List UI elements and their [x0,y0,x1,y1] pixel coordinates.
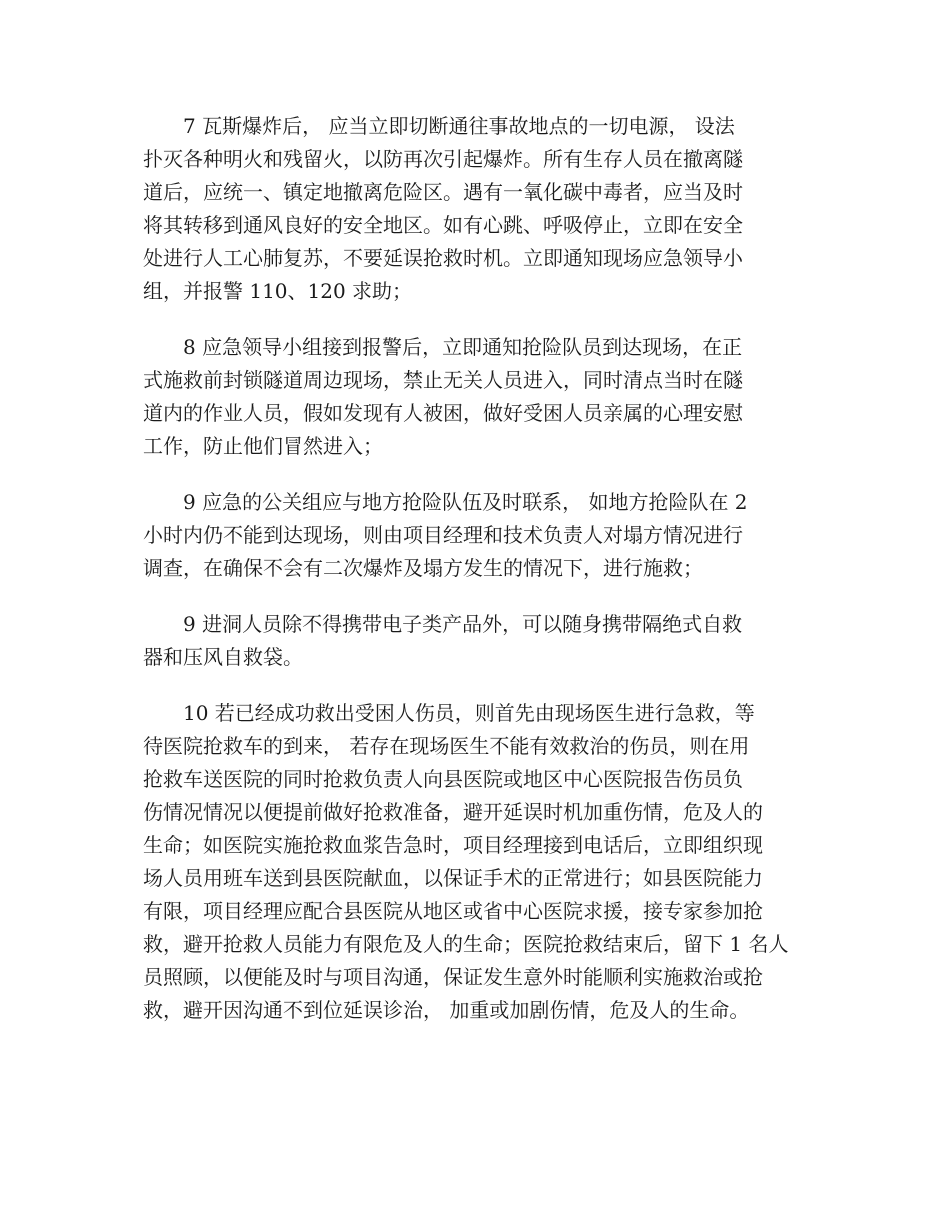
text-line: 工作，防止他们冒然进入； [143,434,383,458]
text-line: 员照顾，以便能及时与项目沟通，保证发生意外时能顺利实施救治或抢 [143,965,763,989]
text-line: 8 应急领导小组接到报警后，立即通知抢险队员到达现场，在正 [183,335,743,359]
text-line: 器和压风自救袋。 [143,645,303,669]
text-line: 待医院抢救车的到来， 若存在现场医生不能有效救治的伤员，则在用 [143,734,750,758]
text-line: 组，并报警 110、120 求助； [143,279,413,303]
text-line: 道内的作业人员，假如发现有人被困，做好受困人员亲属的心理安慰 [143,401,743,425]
text-line: 7 瓦斯爆炸后， 应当立即切断通往事故地点的一切电源， 设法 [183,114,735,138]
text-line: 9 进洞人员除不得携带电子类产品外，可以随身携带隔绝式自救 [183,612,743,636]
text-line: 式施救前封锁隧道周边现场，禁止无关人员进入，同时清点当时在隧 [143,368,743,392]
text-line: 调查，在确保不会有二次爆炸及塌方发生的情况下，进行施救； [143,556,703,580]
text-line: 场人员用班车送到县医院献血，以保证手术的正常进行；如县医院能力 [143,866,763,890]
text-line: 救，避开抢救人员能力有限危及人的生命；医院抢救结束后，留下 1 名人 [143,932,789,956]
text-line: 生命；如医院实施抢救血浆告急时，项目经理接到电话后，立即组织现 [143,833,763,857]
text-line: 有限，项目经理应配合县医院从地区或省中心医院求援，接专家参加抢 [143,899,763,923]
text-line: 处进行人工心肺复苏，不要延误抢救时机。立即通知现场应急领导小 [143,246,743,270]
text-line: 将其转移到通风良好的安全地区。如有心跳、呼吸停止，立即在安全 [143,213,743,237]
paragraph [143,608,805,674]
text-line: 救，避开因沟通不到位延误诊治， 加重或加剧伤情，危及人的生命。 [143,998,750,1022]
text-line: 抢救车送医院的同时抢救负责人向县医院或地区中心医院报告伤员负 [143,767,743,791]
paragraph [143,331,805,463]
text-line: 9 应急的公关组应与地方抢险队伍及时联系， 如地方抢险队在 2 [183,490,748,514]
document-body [143,110,805,1049]
text-line: 道后，应统一、镇定地撤离危险区。遇有一氧化碳中毒者，应当及时 [143,180,743,204]
text-line: 小时内仍不能到达现场，则由项目经理和技术负责人对塌方情况进行 [143,523,743,547]
paragraph [143,110,805,308]
text-line: 扑灭各种明火和残留火，以防再次引起爆炸。所有生存人员在撤离隧 [143,147,743,171]
paragraph [143,697,805,1027]
text-line: 10 若已经成功救出受困人伤员，则首先由现场医生进行急救，等 [183,701,755,725]
text-line: 伤情况情况以便提前做好抢救准备，避开延误时机加重伤情，危及人的 [143,800,763,824]
paragraph [143,486,805,585]
